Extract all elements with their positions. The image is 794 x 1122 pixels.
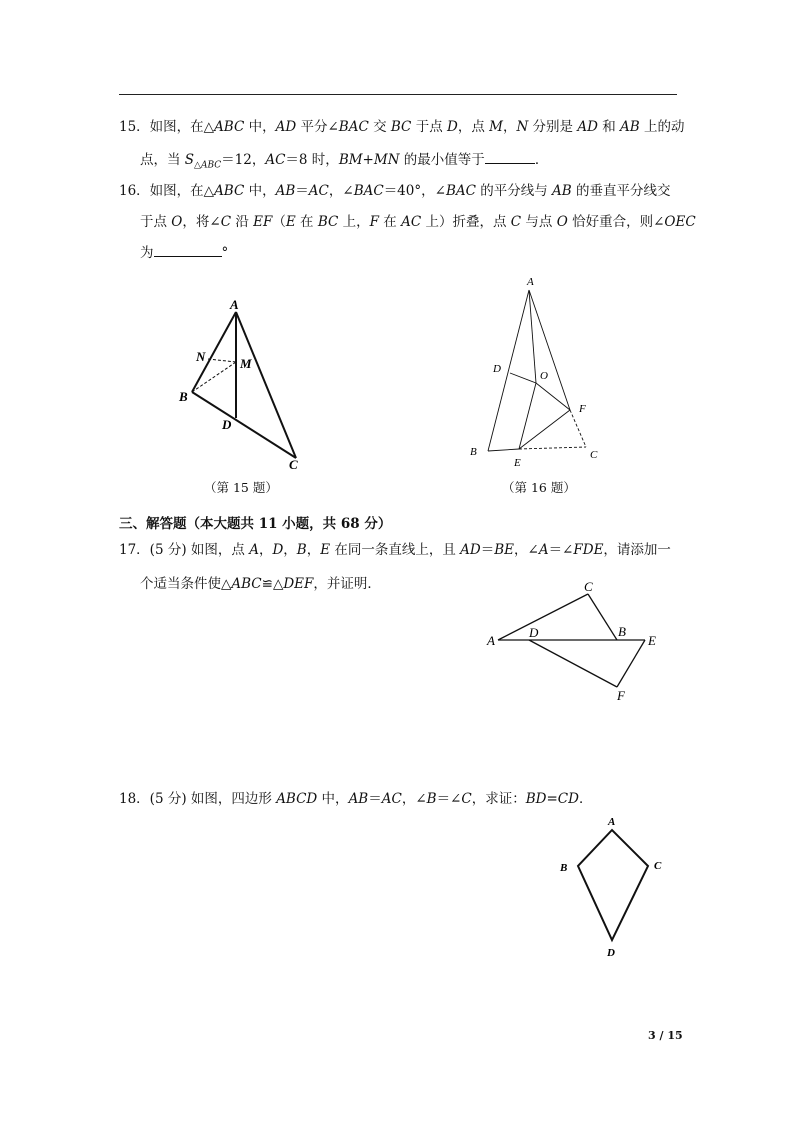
fig15-label-n: N bbox=[196, 349, 206, 364]
q15-line2: 点，当 $S_{\triangle ABC}=12$，AC＝8 时，BM+MN 的最小值等于 ． bbox=[140, 152, 549, 171]
fig16-caption: （第 16 题） bbox=[502, 480, 576, 495]
fig15-label-a: A bbox=[230, 297, 239, 312]
q18-line1: 18．(5 分) 如图，四边形 ABCD 中，AB＝AC，∠B＝∠C，求证：BD=CD． bbox=[119, 791, 593, 807]
fig17-label-a: A bbox=[487, 633, 495, 648]
q15-line1: 15．如图，在△ABC 中，AD 平分∠BAC 交 BC 于点 D，点 M，N 分别是 AD 和 AB 上的动 bbox=[119, 119, 685, 135]
fig17-label-c: C bbox=[584, 579, 593, 594]
fig17-label-b: B bbox=[618, 624, 626, 639]
fig15-label-b: B bbox=[179, 389, 188, 404]
fig16-label-f: F bbox=[579, 403, 586, 415]
fig15-label-c: C bbox=[289, 457, 298, 472]
section-3-title: 三、解答题（本大题共 11 小题，共 68 分） bbox=[119, 516, 392, 532]
q17-line2: 个适当条件使△ABC≌△DEF，并证明． bbox=[140, 576, 381, 592]
fig18-label-b: B bbox=[560, 862, 568, 874]
fig18-label-a: A bbox=[608, 816, 616, 828]
fig17-label-f: F bbox=[617, 688, 625, 703]
fig16-label-c: C bbox=[590, 449, 598, 461]
fig17-label-d: D bbox=[529, 625, 539, 640]
fig18-label-c: C bbox=[654, 860, 662, 872]
page-number: 3 / 15 bbox=[648, 1029, 683, 1042]
fig18-label-d: D bbox=[607, 947, 615, 959]
fig16-label-d: D bbox=[493, 363, 501, 375]
fig16-label-e: E bbox=[514, 457, 521, 469]
fig15-caption: （第 15 题） bbox=[204, 480, 278, 495]
fig17-label-e: E bbox=[648, 633, 656, 648]
fig16-label-b: B bbox=[470, 446, 477, 458]
fig16-label-a: A bbox=[527, 276, 534, 288]
fig16-label-o: O bbox=[540, 370, 548, 382]
fig15-label-m: M bbox=[240, 356, 252, 371]
q16-line1: 16．如图，在△ABC 中，AB＝AC，∠BAC＝40°，∠BAC 的平分线与 AB 的垂直平分线交 bbox=[119, 183, 671, 199]
fig18-quadrilateral-abdc bbox=[578, 830, 648, 940]
q16-line2: 于点 O，将∠C 沿 EF（E 在 BC 上，F 在 AC 上）折叠，点 C 与点 O 恰好重合，则∠OEC bbox=[140, 214, 696, 230]
q16-line3: 为 ° bbox=[140, 245, 229, 261]
q17-line1: 17．(5 分) 如图，点 A，D，B，E 在同一条直线上，且 AD＝BE，∠A＝∠FDE，请添加一 bbox=[119, 542, 671, 558]
fig15-label-d: D bbox=[222, 417, 232, 432]
